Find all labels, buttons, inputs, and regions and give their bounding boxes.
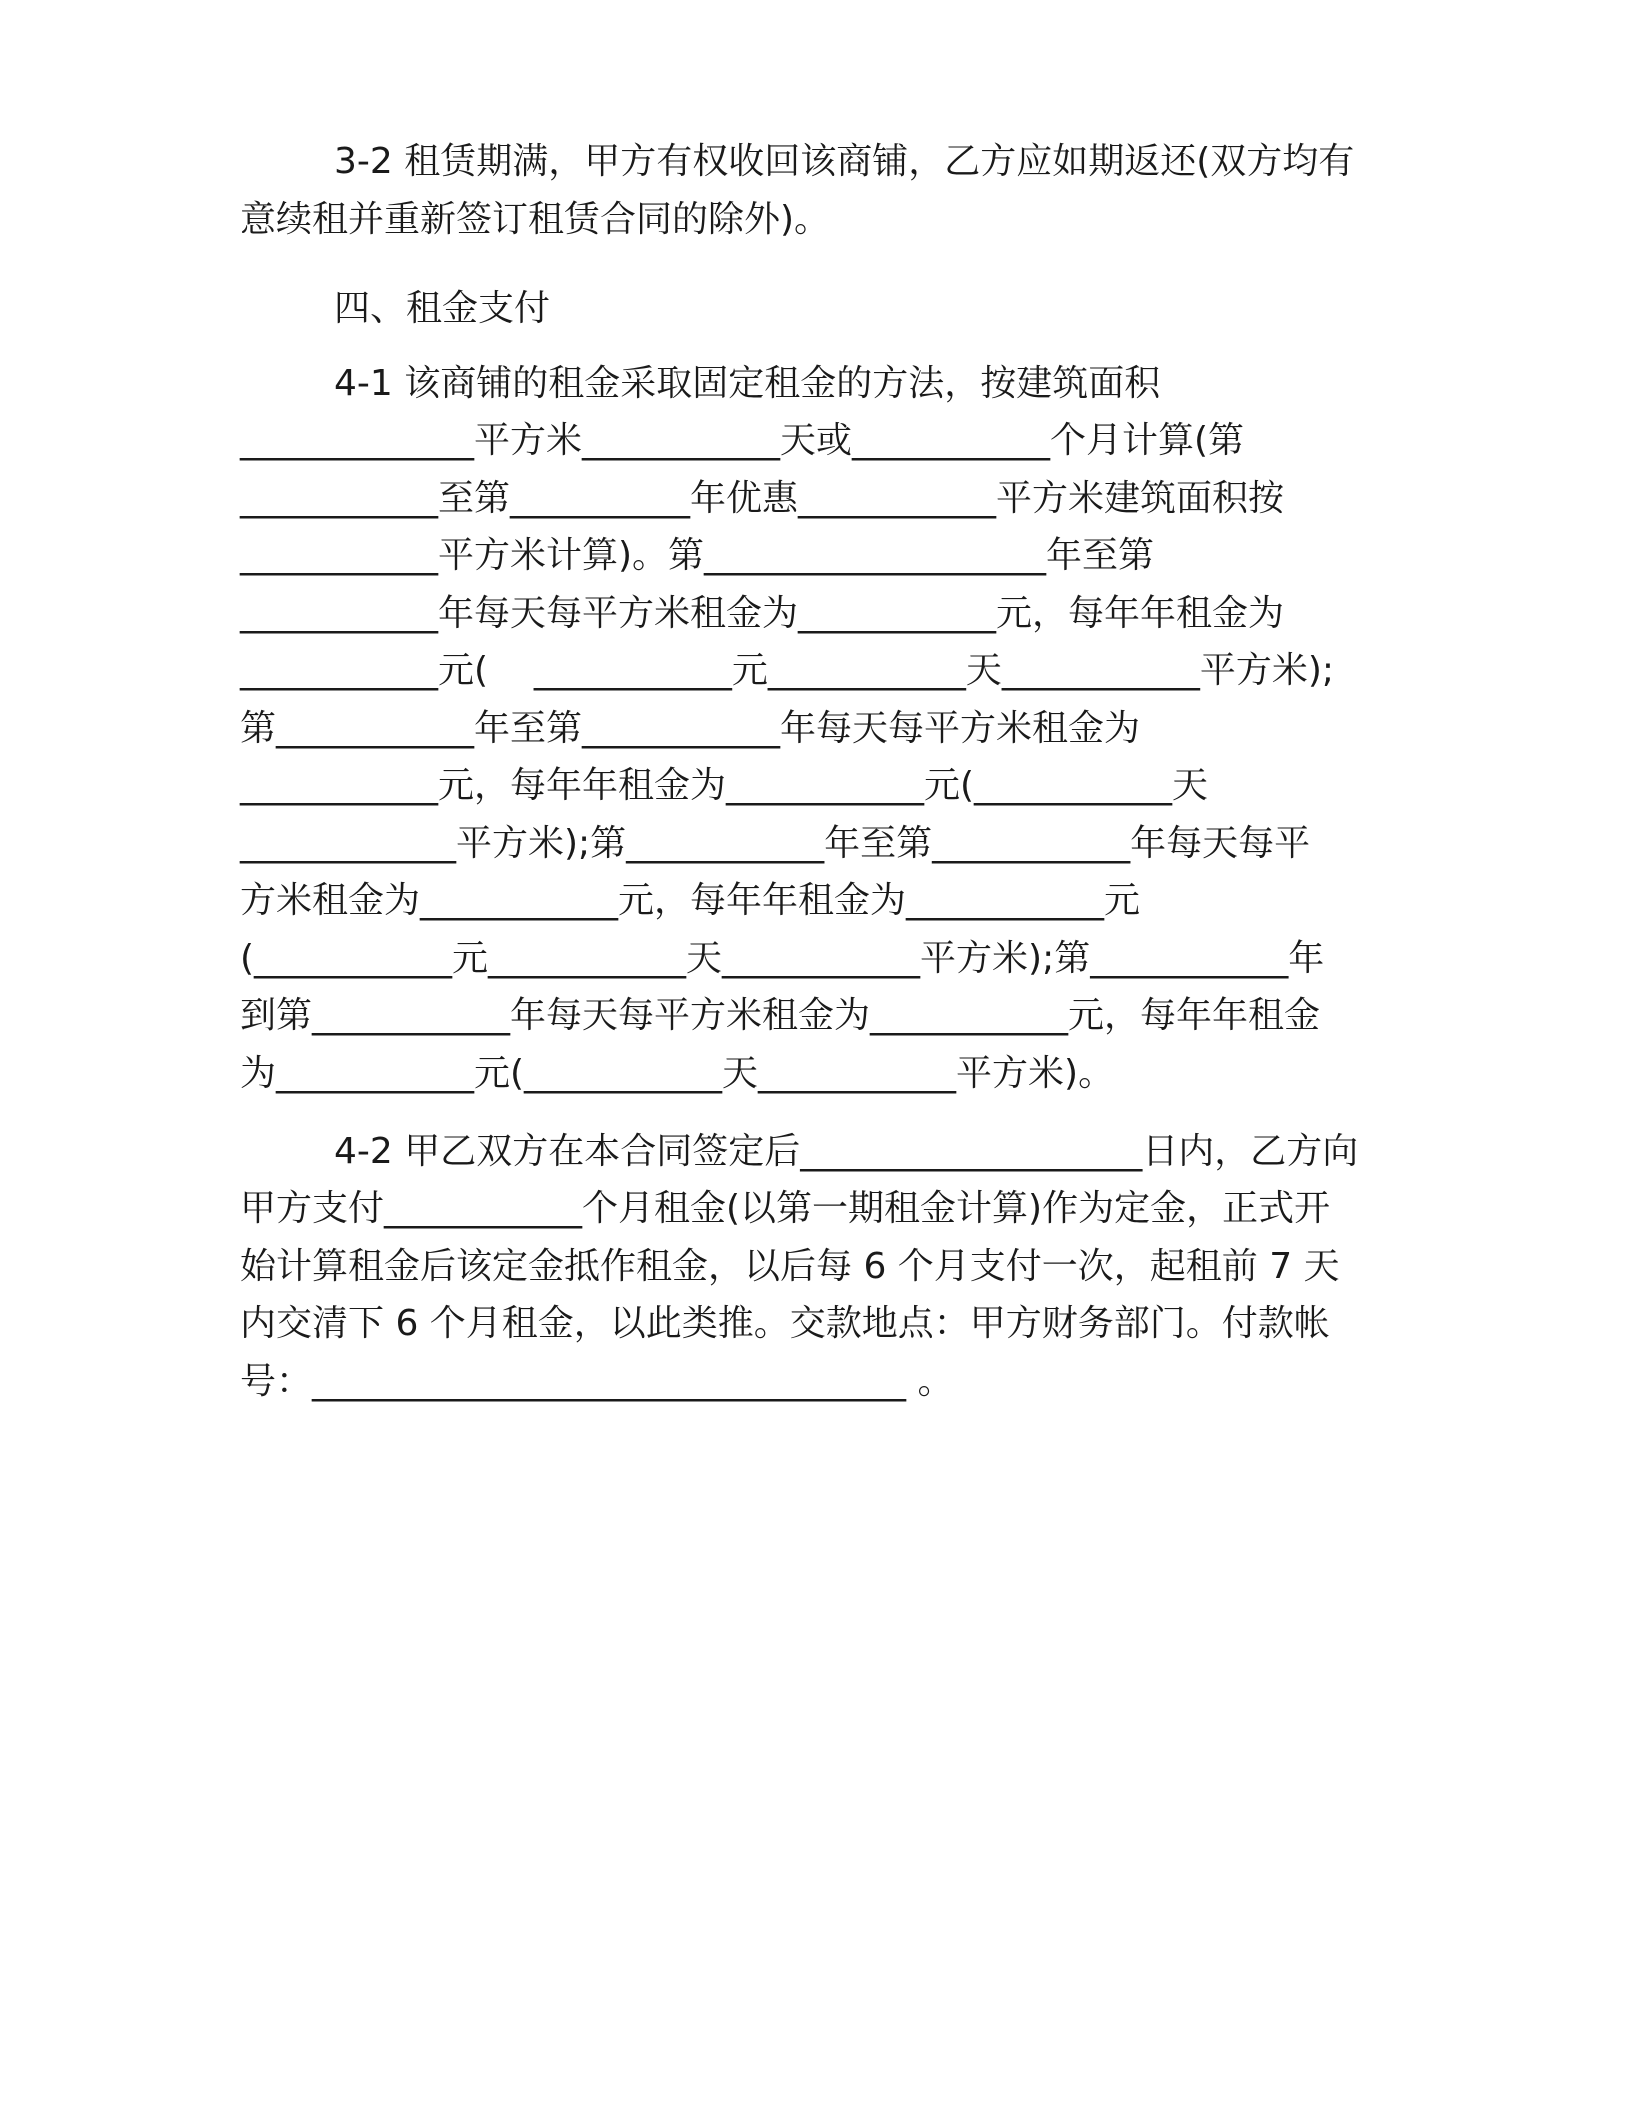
clause-4-1-line-2: _____________平方米___________天或___________个月计算(第 — [240, 420, 1245, 461]
clause-4-1-line-10: 方米租金为___________元，每年年租金为___________元 — [240, 880, 1141, 921]
clause-4-1-line-7: 第___________年至第___________年每天每平方米租金为 — [240, 708, 1141, 749]
clause-4-1-line-12: 到第___________年每天每平方米租金为___________元，每年年租金 — [240, 995, 1321, 1036]
clause-4-1-line-5: ___________年每天每平方米租金为___________元，每年年租金为 — [240, 593, 1285, 634]
clause-4-2-line-3: 始计算租金后该定金抵作租金，以后每 6 个月支付一次，起租前 7 天 — [240, 1246, 1340, 1287]
section-heading-rent-payment: 四、租金支付 — [334, 288, 551, 329]
clause-4-2-line-2: 甲方支付___________个月租金(以第一期租金计算)作为定金，正式开 — [240, 1188, 1331, 1229]
clause-4-1-line-1: 4-1 该商铺的租金采取固定租金的方法，按建筑面积 — [334, 363, 1161, 404]
clause-4-1-line-8: ___________元，每年年租金为___________元(___________天 — [240, 765, 1209, 806]
clause-4-2-line-1: 4-2 甲乙双方在本合同签定后___________________日内，乙方向 — [334, 1131, 1359, 1172]
clause-4-2-line-4: 内交清下 6 个月租金，以此类推。交款地点：甲方财务部门。付款帐 — [240, 1303, 1330, 1344]
clause-4-1-line-13: 为___________元(___________天___________平方米)。 — [240, 1053, 1115, 1094]
clause-4-1-line-9: ____________平方米);第___________年至第___________年每天每平 — [240, 823, 1311, 864]
clause-4-1-line-4: ___________平方米计算)。第___________________年至第 — [240, 535, 1155, 576]
clause-4-1-line-3: ___________至第__________年优惠___________平方米建筑面积按 — [240, 478, 1285, 519]
clause-3-2-line-2: 意续租并重新签订租赁合同的除外)。 — [240, 199, 831, 240]
clause-4-1-line-6: ___________元( ___________元___________天___________平方米); — [240, 650, 1334, 691]
clause-4-2-line-5: 号：_________________________________ 。 — [240, 1361, 954, 1402]
clause-3-2-line-1: 3-2 租赁期满，甲方有权收回该商铺，乙方应如期返还(双方均有 — [334, 141, 1355, 182]
clause-4-1-line-11: (___________元___________天___________平方米);第___________年 — [240, 938, 1325, 979]
